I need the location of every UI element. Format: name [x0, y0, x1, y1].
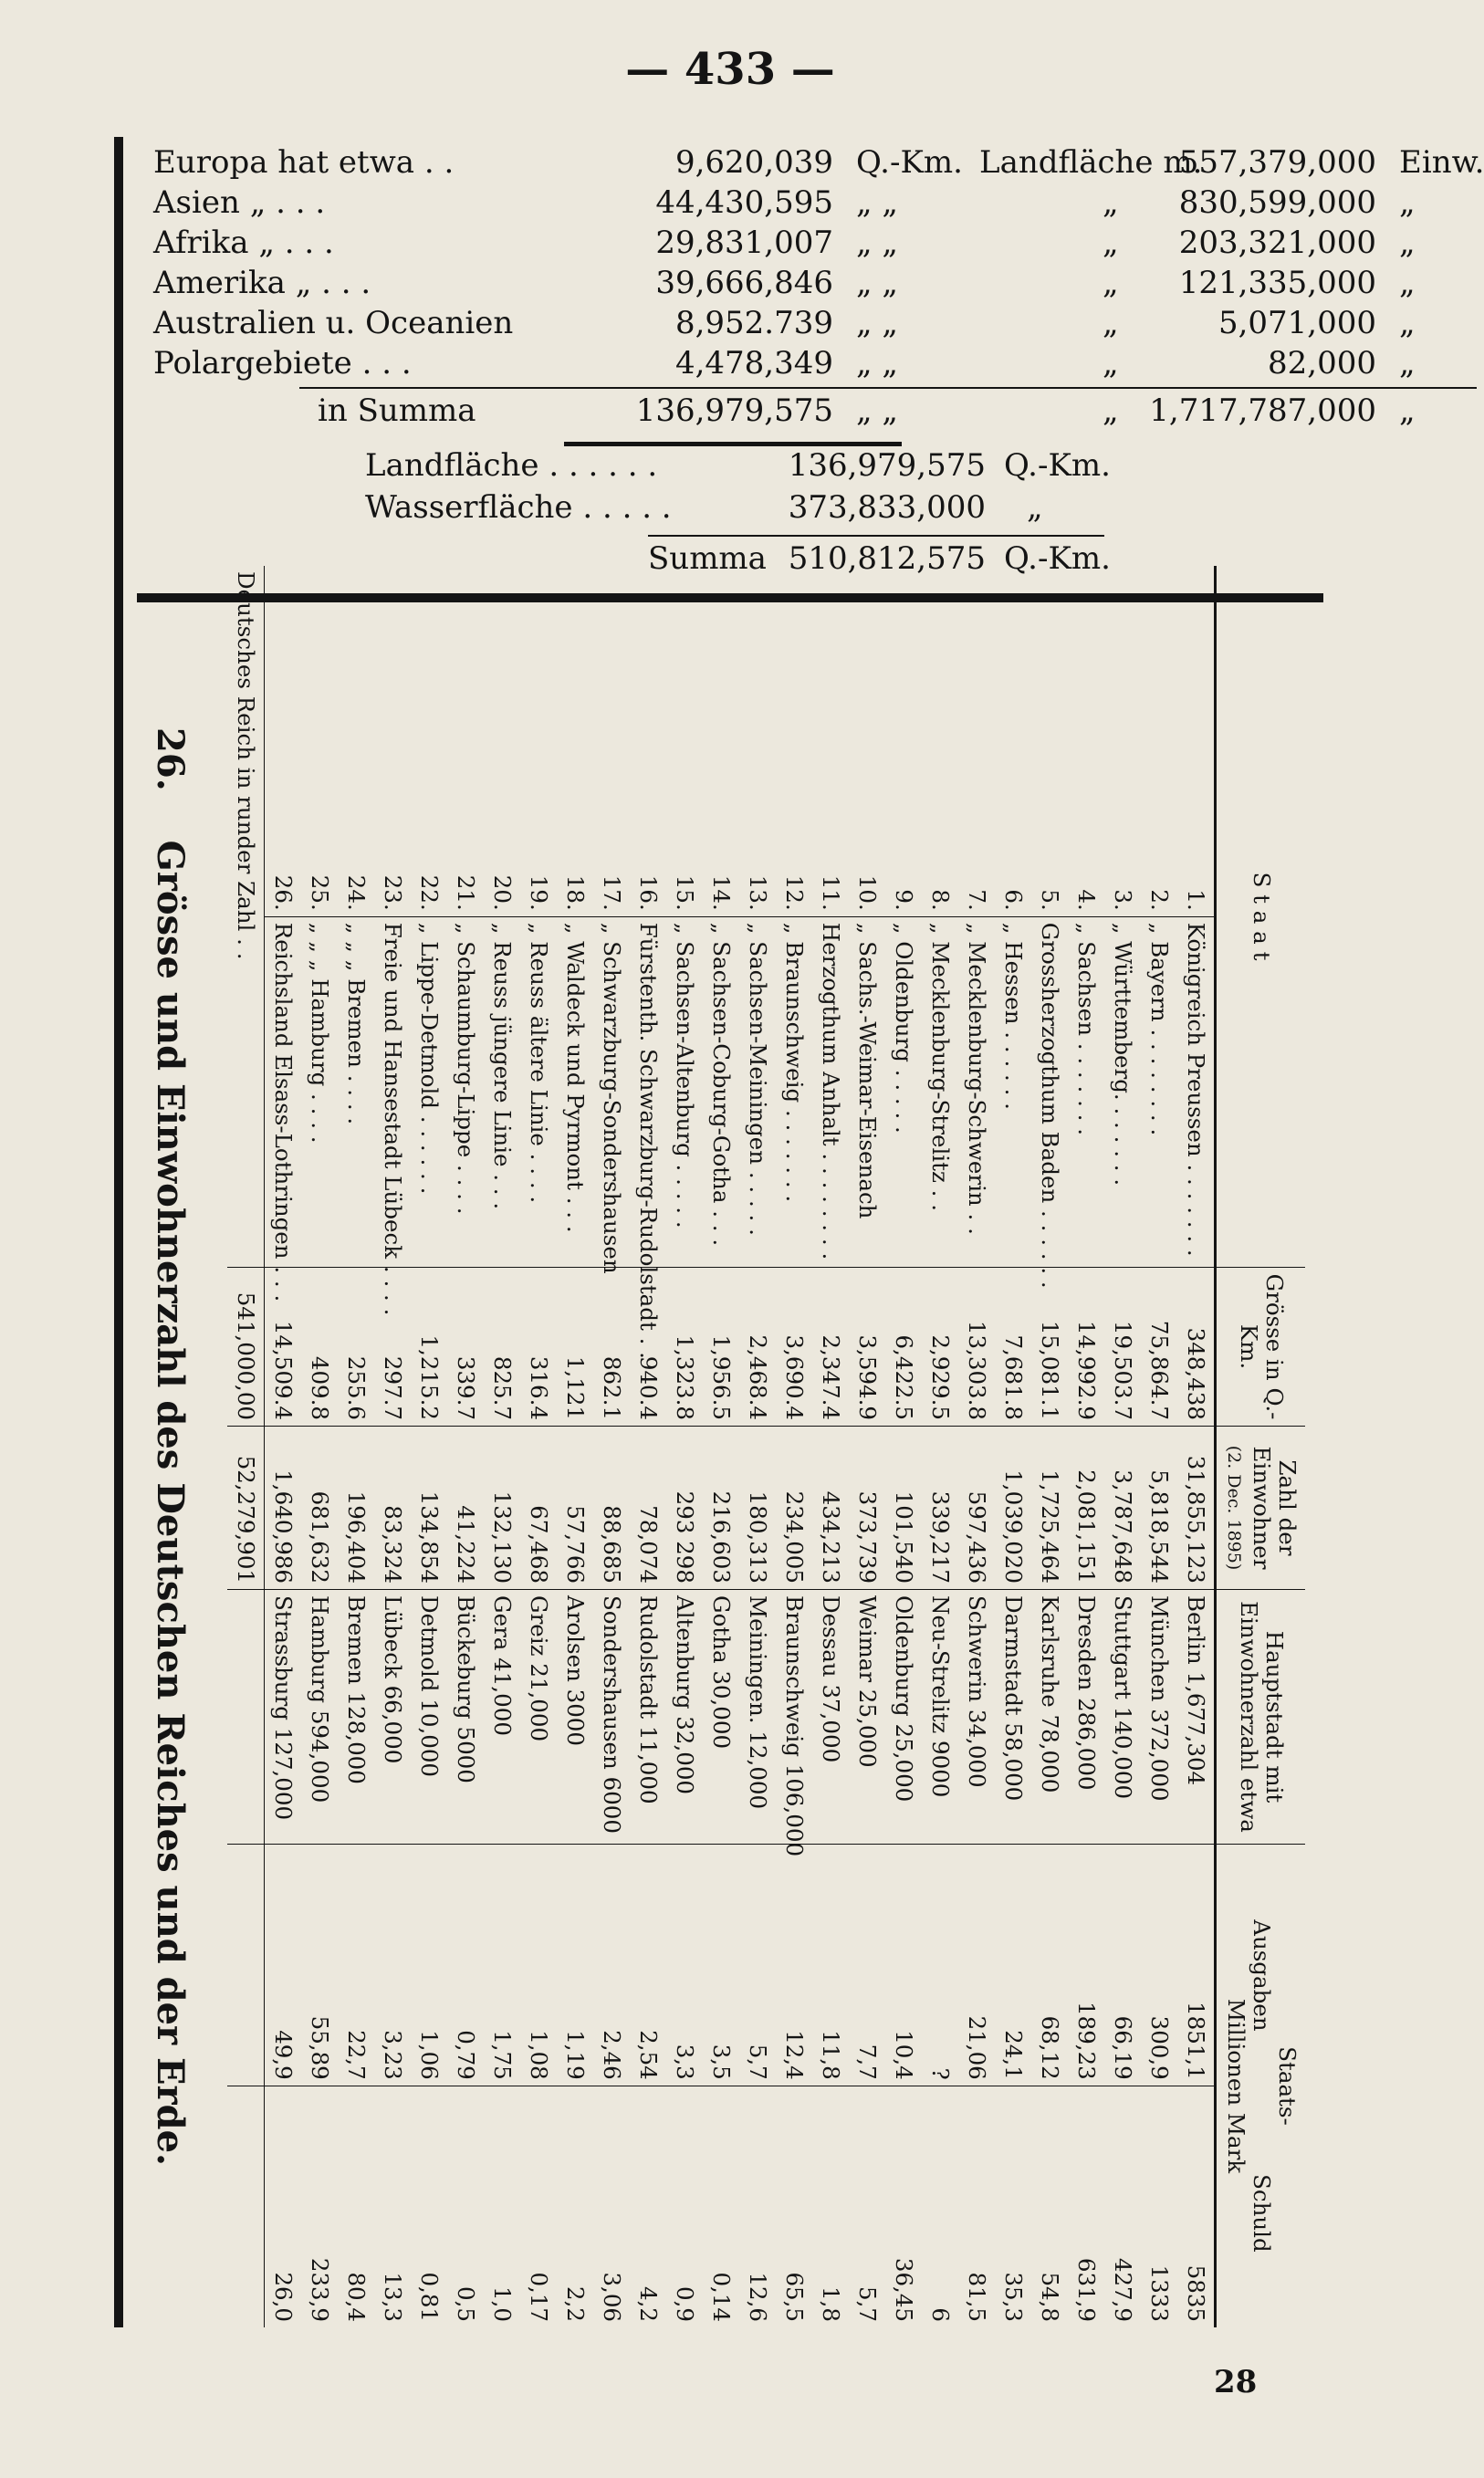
row-pop: 681,632	[301, 1427, 338, 1590]
row-capital: Gotha 30,000	[703, 1590, 739, 1845]
continent-name: Afrika „ . . .	[153, 225, 334, 261]
row-area: 297.7	[374, 1268, 411, 1427]
table-row	[593, 566, 630, 2327]
row-ausgaben: 3,23	[374, 1845, 411, 2086]
row-capital: Karlsruhe 78,000	[1031, 1590, 1068, 1845]
row-pop: 234,005	[776, 1427, 812, 1590]
continent-land: Landfläche m.	[979, 144, 1203, 181]
header-ausgaben: Ausgaben	[1248, 1919, 1275, 2032]
row-state: „ Sachs.-Weimar-Eisenach	[849, 916, 885, 1267]
header-schuld: Schuld	[1248, 2174, 1275, 2253]
header-state: S t a a t	[1216, 566, 1305, 1268]
states-table	[227, 566, 1305, 2327]
row-area: 1,215.2	[411, 1268, 447, 1427]
row-schuld: 0,17	[525, 2272, 552, 2322]
row-state: „ Sachsen . . . . . . .	[1068, 916, 1104, 1267]
header-area: Grösse in Q.-Km.	[1216, 1268, 1305, 1427]
row-pop: 1,039,020	[995, 1427, 1031, 1590]
table-row	[301, 566, 338, 2327]
row-number: 26.	[265, 566, 302, 916]
row-ausgaben: 49,9	[265, 1845, 302, 2086]
table-row	[338, 566, 374, 2327]
row-pop: 216,603	[703, 1427, 739, 1590]
row-ausgaben: ?	[922, 1845, 958, 2086]
row-number: 23.	[374, 566, 411, 916]
water-unit: „	[1027, 489, 1043, 526]
row-area: 6,422.5	[885, 1268, 922, 1427]
row-area: 316.4	[520, 1268, 557, 1427]
continent-total-pop: 1,717,787,000	[1149, 392, 1376, 429]
row-area: 15,081.1	[1031, 1268, 1068, 1427]
continent-area: 4,478,349	[674, 345, 833, 382]
continent-name: Europa hat etwa . .	[153, 144, 455, 181]
continent-unit: Q.-Km.	[856, 144, 963, 181]
row-number: 16.	[630, 566, 666, 916]
row-schuld: 427,9	[1109, 2257, 1136, 2322]
total-schuld	[227, 2086, 265, 2327]
total-row	[227, 566, 265, 2327]
row-pop: 101,540	[885, 1427, 922, 1590]
row-schuld: 5835	[1182, 2264, 1209, 2322]
header-capital: Hauptstadt mit Einwohnerzahl etwa	[1216, 1590, 1305, 1845]
continent-einw: „	[1399, 305, 1416, 341]
row-state: Königreich Preussen . . . . . . .	[1177, 916, 1216, 1267]
table-row	[666, 566, 703, 2327]
row-capital: Rudolstadt 11,000	[630, 1590, 666, 1845]
row-capital: Lübeck 66,000	[374, 1590, 411, 1845]
row-capital: Altenburg 32,000	[666, 1590, 703, 1845]
water-value: 373,833,000	[788, 489, 986, 526]
row-pop: 1,725,464	[1031, 1427, 1068, 1590]
row-capital: Berlin 1,677,304	[1177, 1590, 1216, 1845]
row-ausgaben: 68,12	[1031, 1845, 1068, 2086]
states-table-rotated	[119, 566, 1332, 2327]
header-row	[1216, 566, 1305, 2327]
row-ausgaben: 1,06	[411, 1845, 447, 2086]
row-state: „ Mecklenburg-Strelitz . .	[922, 916, 958, 1267]
row-capital: Oldenburg 25,000	[885, 1590, 922, 1845]
row-ausgaben: 24,1	[995, 1845, 1031, 2086]
table-row	[885, 566, 922, 2327]
row-capital: Neu-Strelitz 9000	[922, 1590, 958, 1845]
row-pop: 41,224	[447, 1427, 484, 1590]
row-number: 11.	[812, 566, 849, 916]
row-area: 1,956.5	[703, 1268, 739, 1427]
row-capital: München 372,000	[1141, 1590, 1177, 1845]
row-schuld: 65,5	[780, 2272, 808, 2322]
continent-land: „	[1103, 305, 1119, 341]
continent-area: 39,666,846	[655, 265, 833, 301]
table-row	[411, 566, 447, 2327]
land-water-table	[365, 447, 1186, 582]
land-sum-rule	[648, 535, 1104, 537]
continent-total-einw: „	[1399, 392, 1416, 429]
row-area: 825.7	[484, 1268, 520, 1427]
row-schuld: 13,3	[379, 2272, 406, 2322]
row-state: „ Hessen . . . . . .	[995, 916, 1031, 1267]
row-area: 940.4	[630, 1268, 666, 1427]
table-row	[557, 566, 593, 2327]
land-water-total-label: Summa	[648, 540, 767, 577]
row-schuld: 5,7	[853, 2286, 881, 2322]
row-area: 348,438	[1177, 1268, 1216, 1427]
row-schuld: 80,4	[342, 2272, 370, 2322]
row-ausgaben: 55,89	[301, 1845, 338, 2086]
row-number: 6.	[995, 566, 1031, 916]
row-area: 255.6	[338, 1268, 374, 1427]
row-area: 2,929.5	[922, 1268, 958, 1427]
row-pop: 1,640,986	[265, 1427, 302, 1590]
continent-row	[153, 345, 1416, 385]
row-area: 7,681.8	[995, 1268, 1031, 1427]
row-capital: Dresden 286,000	[1068, 1590, 1104, 1845]
total-ausgaben	[227, 1845, 265, 2086]
header-finance-label: Staats-	[1274, 2046, 1301, 2126]
row-number: 8.	[922, 566, 958, 916]
table-row	[520, 566, 557, 2327]
row-number: 5.	[1031, 566, 1068, 916]
row-area: 862.1	[593, 1268, 630, 1427]
row-number: 21.	[447, 566, 484, 916]
row-schuld: 35,3	[999, 2272, 1027, 2322]
continent-area: 44,430,595	[655, 184, 833, 221]
continent-pop: 830,599,000	[1178, 184, 1376, 221]
row-number: 3.	[1104, 566, 1141, 916]
table-row	[995, 566, 1031, 2327]
row-ausgaben: 2,46	[593, 1845, 630, 2086]
row-state: „ Bayern . . . . . . . .	[1141, 916, 1177, 1267]
row-ausgaben: 5,7	[739, 1845, 776, 2086]
row-pop: 180,313	[739, 1427, 776, 1590]
table-row	[1068, 566, 1104, 2327]
table-row	[958, 566, 995, 2327]
row-ausgaben: 3,3	[666, 1845, 703, 2086]
row-schuld: 36,45	[890, 2257, 917, 2322]
row-number: 13.	[739, 566, 776, 916]
row-area: 19,503.7	[1104, 1268, 1141, 1427]
continent-table	[153, 144, 1484, 433]
row-pop: 31,855,123	[1177, 1427, 1216, 1590]
row-pop: 134,854	[411, 1427, 447, 1590]
row-state: Freie und Hansestadt Lübeck . . . .	[374, 916, 411, 1267]
row-pop: 5,818,544	[1141, 1427, 1177, 1590]
row-ausgaben: 12,4	[776, 1845, 812, 2086]
row-ausgaben: 21,06	[958, 1845, 995, 2086]
row-capital: Sondershausen 6000	[593, 1590, 630, 1845]
row-ausgaben: 0,79	[447, 1845, 484, 2086]
row-state: „ „ „ Bremen . . . .	[338, 916, 374, 1267]
continent-einw: „	[1399, 225, 1416, 261]
table-title	[149, 566, 192, 2327]
page-number: — 433 —	[625, 44, 835, 95]
row-pop: 196,404	[338, 1427, 374, 1590]
total-capital	[227, 1590, 265, 1845]
row-number: 20.	[484, 566, 520, 916]
row-number: 2.	[1141, 566, 1177, 916]
row-schuld: 1333	[1145, 2264, 1173, 2322]
continent-pop: 82,000	[1268, 345, 1376, 382]
continent-name: Asien „ . . .	[153, 184, 326, 221]
row-state: Reichsland Elsass-Lothringen . . .	[265, 916, 302, 1267]
continent-land: „	[1103, 265, 1119, 301]
row-state: Fürstenth. Schwarzburg-Rudolstadt . .	[630, 916, 666, 1267]
continent-name: Australien u. Oceanien	[153, 305, 514, 341]
land-unit: Q.-Km.	[1004, 447, 1111, 484]
water-label: Wasserfläche . . . . .	[365, 489, 672, 526]
row-state: „ „ „ Hamburg . . . .	[301, 916, 338, 1267]
continent-einw: Einw.	[1399, 144, 1484, 181]
row-pop: 83,324	[374, 1427, 411, 1590]
continent-row	[153, 265, 1416, 305]
continent-pop: 5,071,000	[1218, 305, 1376, 341]
continent-unit: „ „	[856, 345, 899, 382]
row-schuld: 0,81	[415, 2272, 443, 2322]
row-schuld: 631,9	[1072, 2257, 1100, 2322]
row-pop: 339,217	[922, 1427, 958, 1590]
row-pop: 88,685	[593, 1427, 630, 1590]
row-schuld: 1,8	[817, 2286, 844, 2322]
row-number: 10.	[849, 566, 885, 916]
row-ausgaben: 22,7	[338, 1845, 374, 2086]
continent-unit: „ „	[856, 265, 899, 301]
row-number: 15.	[666, 566, 703, 916]
continent-name: Amerika „ . . .	[153, 265, 371, 301]
continent-land: „	[1103, 184, 1119, 221]
row-ausgaben: 2,54	[630, 1845, 666, 2086]
row-capital: Dessau 37,000	[812, 1590, 849, 1845]
row-ausgaben: 10,4	[885, 1845, 922, 2086]
row-area: 2,468.4	[739, 1268, 776, 1427]
continent-name: Polargebiete . . .	[153, 345, 412, 382]
row-state: „ Schwarzburg-Sondershausen	[593, 916, 630, 1267]
row-state: „ Oldenburg . . . . .	[885, 916, 922, 1267]
row-number: 22.	[411, 566, 447, 916]
row-ausgaben: 7,7	[849, 1845, 885, 2086]
row-pop: 373,739	[849, 1427, 885, 1590]
row-state: Herzogthum Anhalt . . . . . . . .	[812, 916, 849, 1267]
continent-area: 29,831,007	[655, 225, 833, 261]
row-area: 14,509.4	[265, 1268, 302, 1427]
row-pop: 434,213	[812, 1427, 849, 1590]
row-schuld: 3,06	[598, 2272, 625, 2322]
land-value: 136,979,575	[788, 447, 986, 484]
row-ausgaben: 1,08	[520, 1845, 557, 2086]
row-area: 1,323.8	[666, 1268, 703, 1427]
row-state: Grossherzogthum Baden . . . . . .	[1031, 916, 1068, 1267]
total-area: 541,000,00	[227, 1268, 265, 1427]
row-capital: Arolsen 3000	[557, 1590, 593, 1845]
row-state: „ Lippe-Detmold . . . . . .	[411, 916, 447, 1267]
row-capital: Schwerin 34,000	[958, 1590, 995, 1845]
row-pop: 132,130	[484, 1427, 520, 1590]
row-capital: Weimar 25,000	[849, 1590, 885, 1845]
table-row	[812, 566, 849, 2327]
row-state: „ Sachsen-Meiningen . . . . .	[739, 916, 776, 1267]
continent-total-row	[153, 392, 1416, 433]
row-schuld: 12,6	[744, 2272, 771, 2322]
row-schuld: 2,2	[561, 2286, 589, 2322]
row-area: 409.8	[301, 1268, 338, 1427]
continent-row	[153, 184, 1416, 225]
table-row	[1177, 566, 1216, 2327]
row-number: 18.	[557, 566, 593, 916]
land-label: Landfläche . . . . . .	[365, 447, 658, 484]
continent-pop: 203,321,000	[1178, 225, 1376, 261]
continent-area: 9,620,039	[674, 144, 833, 181]
row-capital: Bückeburg 5000	[447, 1590, 484, 1845]
row-pop: 2,081,151	[1068, 1427, 1104, 1590]
row-state: „ Schaumburg-Lippe . . . .	[447, 916, 484, 1267]
row-state: „ Sachsen-Altenburg . . . . .	[666, 916, 703, 1267]
header-pop-date: (2. Dec. 1895)	[1223, 1445, 1244, 1571]
total-label: Deutsches Reich in runder Zahl . .	[227, 566, 265, 1268]
row-number: 17.	[593, 566, 630, 916]
continent-total-area: 136,979,575	[635, 392, 833, 429]
table-number: 26.	[149, 727, 192, 791]
row-state: „ Reuss ältere Linie . . . .	[520, 916, 557, 1267]
row-number: 1.	[1177, 566, 1216, 916]
row-capital: Strassburg 127,000	[265, 1590, 302, 1845]
land-water-total-unit: Q.-Km.	[1004, 540, 1111, 577]
continent-einw: „	[1399, 345, 1416, 382]
row-number: 24.	[338, 566, 374, 916]
continent-pop: 121,335,000	[1178, 265, 1376, 301]
table-title-text: Grösse und Einwohnerzahl des Deutschen Reiches und der Erde.	[149, 840, 192, 2166]
row-area: 13,303.8	[958, 1268, 995, 1427]
row-area: 1,121	[557, 1268, 593, 1427]
row-state: „ Waldeck und Pyrmont . . .	[557, 916, 593, 1267]
table-row	[776, 566, 812, 2327]
row-capital: Stuttgart 140,000	[1104, 1590, 1141, 1845]
land-row	[365, 447, 1186, 489]
water-row	[365, 489, 1186, 531]
row-number: 4.	[1068, 566, 1104, 916]
total-pop: 52,279,901	[227, 1427, 265, 1590]
continent-einw: „	[1399, 184, 1416, 221]
row-capital: Bremen 128,000	[338, 1590, 374, 1845]
land-water-total-value: 510,812,575	[788, 540, 986, 577]
continent-row	[153, 225, 1416, 265]
continent-land: „	[1103, 345, 1119, 382]
row-pop: 597,436	[958, 1427, 995, 1590]
header-pop: Zahl der Einwohner (2. Dec. 1895)	[1216, 1427, 1305, 1590]
header-millions: Millionen Mark	[1222, 1998, 1249, 2174]
continent-total-unit: „ „	[856, 392, 899, 429]
row-pop: 67,468	[520, 1427, 557, 1590]
continent-unit: „ „	[856, 305, 899, 341]
row-ausgaben: 11,8	[812, 1845, 849, 2086]
continent-pop: 557,379,000	[1178, 144, 1376, 181]
row-number: 14.	[703, 566, 739, 916]
table-row	[739, 566, 776, 2327]
row-pop: 57,766	[557, 1427, 593, 1590]
row-schuld: 0,14	[707, 2272, 735, 2322]
continent-total-underline	[564, 442, 902, 446]
row-capital: Greiz 21,000	[520, 1590, 557, 1845]
row-schuld: 6	[926, 2307, 954, 2322]
table-row	[849, 566, 885, 2327]
table-row	[630, 566, 666, 2327]
row-area: 2,347.4	[812, 1268, 849, 1427]
continent-total-label: in Summa	[318, 392, 476, 429]
row-pop: 78,074	[630, 1427, 666, 1590]
row-capital: Hamburg 594,000	[301, 1590, 338, 1845]
continent-total-land: „	[1103, 392, 1119, 429]
table-row	[265, 566, 302, 2327]
row-capital: Meiningen. 12,000	[739, 1590, 776, 1845]
table-row	[703, 566, 739, 2327]
row-ausgaben: 3,5	[703, 1845, 739, 2086]
row-schuld: 0,9	[671, 2286, 698, 2322]
row-number: 12.	[776, 566, 812, 916]
row-area: 3,690.4	[776, 1268, 812, 1427]
row-schuld: 233,9	[306, 2257, 333, 2322]
row-schuld: 81,5	[963, 2272, 990, 2322]
row-ausgaben: 189,23	[1068, 1845, 1104, 2086]
row-schuld: 4,2	[634, 2286, 662, 2322]
row-state: „ Reuss jüngere Linie . . .	[484, 916, 520, 1267]
continent-row	[153, 305, 1416, 345]
table-row	[1141, 566, 1177, 2327]
row-schuld: 1,0	[488, 2286, 516, 2322]
row-state: „ Württemberg. . . . . . .	[1104, 916, 1141, 1267]
row-schuld: 54,8	[1036, 2272, 1063, 2322]
continent-unit: „ „	[856, 225, 899, 261]
table-row	[484, 566, 520, 2327]
row-ausgaben: 300,9	[1141, 1845, 1177, 2086]
row-capital: Braunschweig 106,000	[776, 1590, 812, 1845]
row-schuld: 26,0	[269, 2272, 297, 2322]
continent-sum-rule	[299, 387, 1477, 389]
row-state: „ Mecklenburg-Schwerin . .	[958, 916, 995, 1267]
table-row	[1031, 566, 1068, 2327]
continent-unit: „ „	[856, 184, 899, 221]
row-capital: Detmold 10,000	[411, 1590, 447, 1845]
continent-land: „	[1103, 225, 1119, 261]
row-area: 339.7	[447, 1268, 484, 1427]
row-capital: Darmstadt 58,000	[995, 1590, 1031, 1845]
row-area: 3,594.9	[849, 1268, 885, 1427]
row-area: 14,992.9	[1068, 1268, 1104, 1427]
table-row	[1104, 566, 1141, 2327]
row-ausgaben: 66,19	[1104, 1845, 1141, 2086]
row-state: „ Braunschweig . . . . . . .	[776, 916, 812, 1267]
row-schuld: 0,5	[452, 2286, 479, 2322]
row-number: 19.	[520, 566, 557, 916]
continent-einw: „	[1399, 265, 1416, 301]
row-number: 7.	[958, 566, 995, 916]
table-row	[922, 566, 958, 2327]
table-row	[447, 566, 484, 2327]
row-number: 9.	[885, 566, 922, 916]
row-capital: Gera 41,000	[484, 1590, 520, 1845]
continent-row	[153, 144, 1484, 184]
header-finance	[1216, 1845, 1305, 2328]
row-pop: 3,787,648	[1104, 1427, 1141, 1590]
footer-number: 28	[1214, 2364, 1258, 2400]
continent-area: 8,952.739	[674, 305, 833, 341]
row-ausgaben: 1,19	[557, 1845, 593, 2086]
row-area: 75,864.7	[1141, 1268, 1177, 1427]
table-row	[374, 566, 411, 2327]
row-state: „ Sachsen-Coburg-Gotha . . .	[703, 916, 739, 1267]
row-ausgaben: 1851,1	[1177, 1845, 1216, 2086]
row-ausgaben: 1,75	[484, 1845, 520, 2086]
row-pop: 293 298	[666, 1427, 703, 1590]
row-number: 25.	[301, 566, 338, 916]
